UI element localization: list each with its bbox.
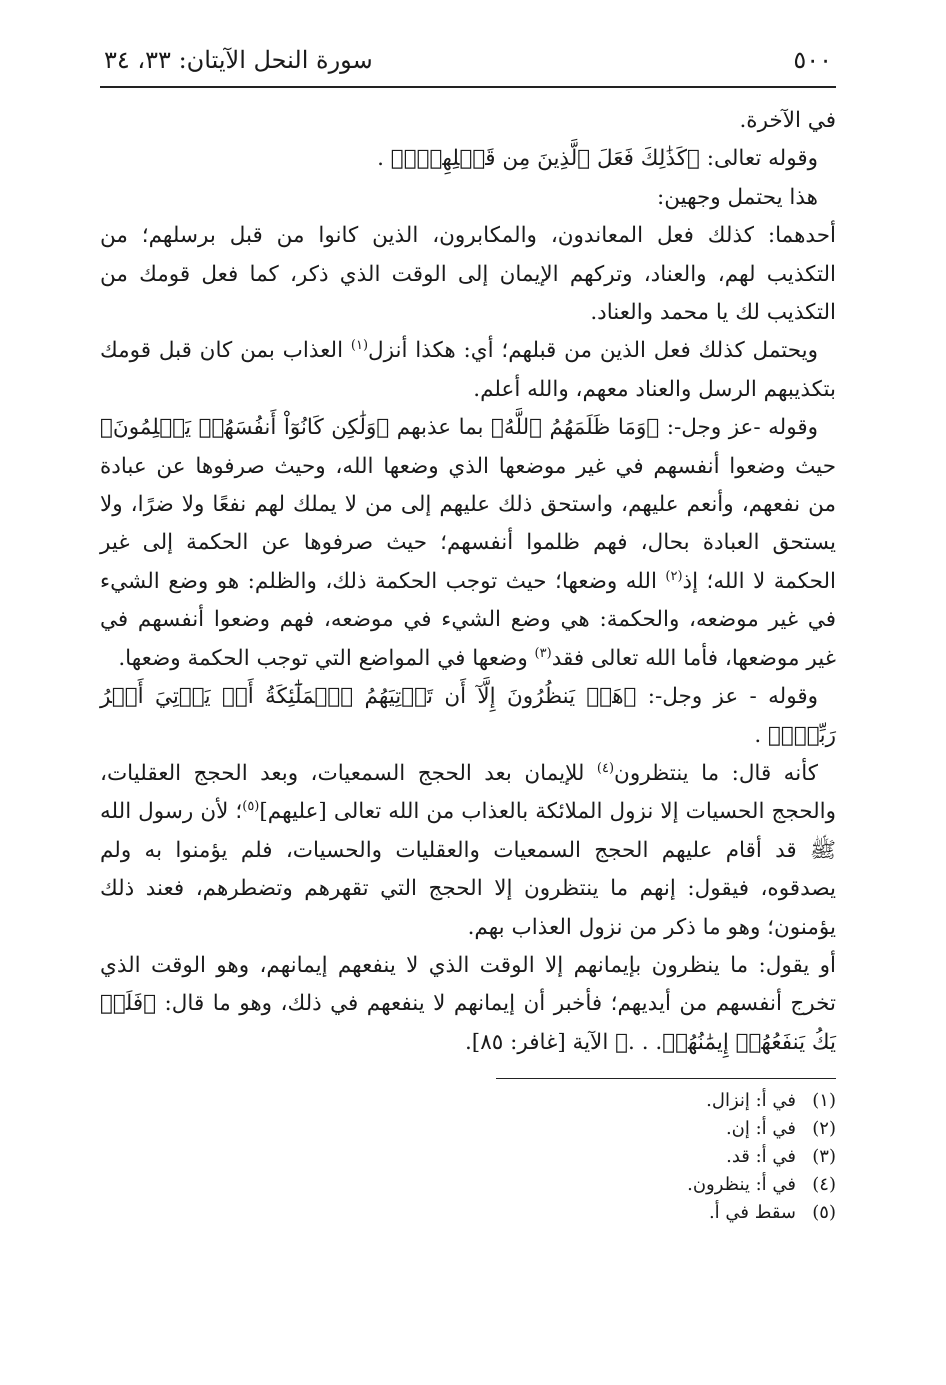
page-number: ٥٠٠	[793, 46, 832, 74]
footnote-number: (٣)	[812, 1146, 836, 1168]
text-run: وقوله -عز وجل-: ﴿وَمَا ظَلَمَهُمُ ٱللَّهُ﴾ بما عذبهم ﴿وَلَٰكِن كَانُوٓاْ أَنفُسَهُمۡ يَظۡلِمُونَ﴾ حيث وضعوا أنفسهم في غير موضعها الذي وضعها الله، وحيث صرفوها عن عبادة من نفعهم، وأنعم عليهم، واستحق ذلك عليهم إلى من لا يملك لهم نفعًا ولا ضرًا، ولا يستحق العبادة بحال، فهم ظلموا أنفسهم؛ حيث صرفوها عن الحكمة إلى غير الحكمة لا الله؛ إذ	[100, 415, 836, 594]
footnote-ref-1: (١)	[350, 338, 369, 354]
paragraph-7: وقوله - عز وجل-: ﴿هَلۡ يَنظُرُونَ إِلَّآ أَن تَأۡتِيَهُمُ ٱلۡمَلَٰٓئِكَةُ أَوۡ يَأۡتِيَ أَمۡرُ رَبِّكَۚ﴾ .	[100, 684, 836, 748]
footnote-4	[100, 1171, 836, 1199]
footnote-rule	[496, 1078, 836, 1079]
footnote-ref-4: (٤)	[596, 760, 615, 776]
footnote-2	[100, 1115, 836, 1143]
footnote-text: في أ: قد.	[726, 1146, 796, 1168]
paragraph-3: هذا يحتمل وجهين:	[656, 184, 818, 210]
paragraph-1: في الآخرة.	[739, 108, 836, 133]
paragraph-9: أو يقول: ما ينظرون بإيمانهم إلا الوقت الذي لا ينفعهم إيمانهم، وهو الوقت الذي تخرج أنفسهم من أيديهم؛ فأخبر أن إيمانهم لا ينفعهم في ذلك، وهو ما قال: ﴿فَلَمۡ يَكُ يَنفَعُهُمۡ إِيمَٰنُهُمۡ. . .﴾ الآية [غافر: ٨٥].	[100, 952, 836, 1055]
footnote-text: في أ: إنزال.	[706, 1090, 796, 1112]
header-rule	[100, 86, 836, 88]
footnote-number: (١)	[812, 1090, 836, 1112]
text-run: ؛ لأن رسول الله ﷺ قد أقام عليهم الحجج السمعيات والعقليات والحسيات، فلم يؤمنوا به ولم يصدقوه، فيقول: إنهم ما ينتظرون إلا الحجج التي تقهرهم وتضطرهم، فعند ذلك يؤمنون؛ وهو ما ذكر من نزول العذاب بهم.	[100, 799, 836, 940]
paragraph-6	[100, 409, 836, 678]
footnote-ref-3: (٣)	[534, 645, 552, 661]
footnote-number: (٥)	[812, 1202, 836, 1224]
text-run: الله وضعها؛ حيث توجب الحكمة ذلك، والظلم: هو وضع الشيء في غير موضعه، والحكمة: هي وضع الشيء في موضعه، فهم وضعوا أنفسهم في غير موضعها، فأما الله تعالى فقد	[100, 568, 836, 671]
footnote-5	[100, 1199, 836, 1227]
paragraph-4: أحدهما: كذلك فعل المعاندون، والمكابرون، الذين كانوا من قبل برسلهم؛ من التكذيب لهم، والعناد، وتركهم الإيمان إلى الوقت الذي ذكر، كما فعل قومك من التكذيب لك يا محمد والعناد.	[100, 223, 836, 326]
footnote-number: (٤)	[812, 1174, 836, 1196]
footnote-text: سقط في أ.	[708, 1202, 796, 1224]
footnote-ref-2: (٢)	[665, 568, 683, 584]
text-run: كأنه قال: ما ينتظرون	[614, 760, 818, 786]
paragraph-2: وقوله تعالى: ﴿كَذَٰلِكَ فَعَلَ ٱلَّذِينَ مِن قَبۡلِهِمۡۚ﴾ .	[377, 146, 818, 172]
running-title: سورة النحل الآيتان: ٣٣، ٣٤	[104, 46, 373, 74]
paragraph-8	[100, 755, 836, 947]
footnote-1	[100, 1087, 836, 1115]
text-run: ويحتمل كذلك فعل الذين من قبلهم؛ أي: هكذا أنزل	[368, 338, 818, 364]
paragraph-5	[100, 332, 836, 409]
footnote-ref-5: (٥)	[242, 799, 260, 815]
footnote-text: في أ: ينظرون.	[687, 1174, 796, 1196]
running-head	[100, 40, 836, 80]
footnote-3	[100, 1143, 836, 1171]
footnote-text: في أ: إن.	[725, 1118, 796, 1140]
book-page	[100, 40, 836, 1227]
footnote-number: (٢)	[812, 1118, 836, 1140]
text-run: للإيمان بعد الحجج السمعيات، وبعد الحجج العقليات، والحجج الحسيات إلا نزول الملائكة بالعذاب من الله تعالى [عليهم]	[100, 760, 836, 825]
text-run: وضعها في المواضع التي توجب الحكمة وضعها.	[118, 645, 535, 671]
footnotes	[100, 1087, 836, 1227]
text-run: العذاب بمن كان قبل قومك بتكذيبهم الرسل والعناد معهم، والله أعلم.	[100, 338, 836, 402]
main-text	[100, 102, 836, 1062]
